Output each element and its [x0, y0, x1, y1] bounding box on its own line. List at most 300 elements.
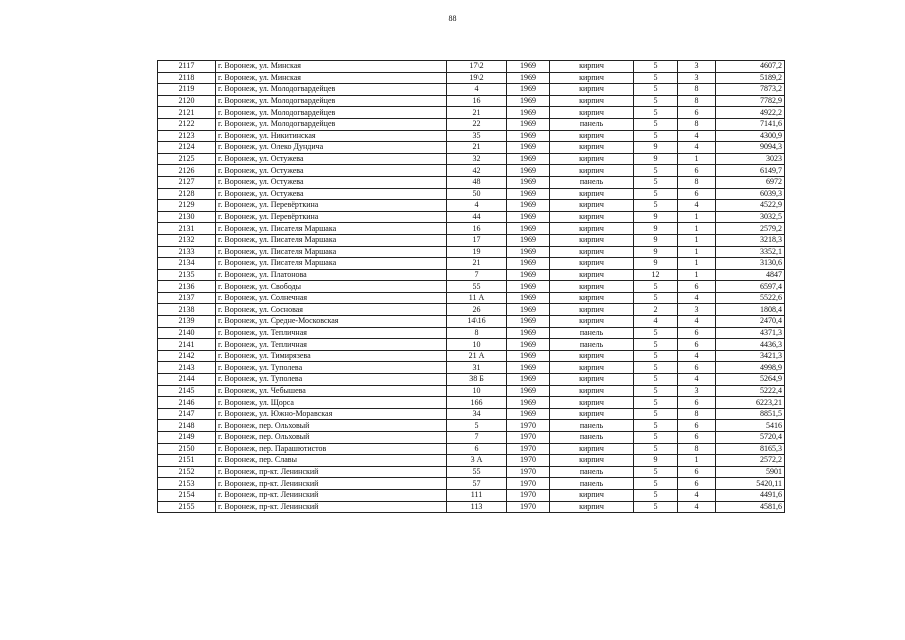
area-cell: 6149,7 — [716, 165, 785, 177]
construction-year-cell: 1969 — [507, 339, 550, 351]
table-row — [158, 153, 785, 165]
entrances-cell: 4 — [678, 316, 716, 328]
table-row — [158, 501, 785, 513]
floors-cell: 5 — [634, 95, 678, 107]
house-number-cell: 44 — [447, 211, 507, 223]
entrances-cell: 6 — [678, 397, 716, 409]
floors-cell: 5 — [634, 478, 678, 490]
house-number-cell: 5 — [447, 420, 507, 432]
floors-cell: 5 — [634, 72, 678, 84]
wall-material-cell: панель — [550, 432, 634, 444]
record-number-cell: 2155 — [158, 501, 216, 513]
construction-year-cell: 1969 — [507, 211, 550, 223]
floors-cell: 9 — [634, 211, 678, 223]
wall-material-cell: кирпич — [550, 316, 634, 328]
table-row — [158, 408, 785, 420]
address-cell: г. Воронеж, ул. Молодогвардейцев — [216, 118, 447, 130]
construction-year-cell: 1969 — [507, 385, 550, 397]
entrances-cell: 3 — [678, 304, 716, 316]
record-number-cell: 2131 — [158, 223, 216, 235]
table-row — [158, 350, 785, 362]
entrances-cell: 4 — [678, 200, 716, 212]
floors-cell: 5 — [634, 339, 678, 351]
table-row — [158, 339, 785, 351]
table-row — [158, 489, 785, 501]
construction-year-cell: 1969 — [507, 130, 550, 142]
floors-cell: 5 — [634, 432, 678, 444]
wall-material-cell: кирпич — [550, 489, 634, 501]
record-number-cell: 2140 — [158, 327, 216, 339]
record-number-cell: 2123 — [158, 130, 216, 142]
house-number-cell: 17\2 — [447, 61, 507, 73]
wall-material-cell: кирпич — [550, 350, 634, 362]
record-number-cell: 2128 — [158, 188, 216, 200]
entrances-cell: 4 — [678, 374, 716, 386]
record-number-cell: 2135 — [158, 269, 216, 281]
floors-cell: 5 — [634, 200, 678, 212]
construction-year-cell: 1969 — [507, 165, 550, 177]
wall-material-cell: кирпич — [550, 72, 634, 84]
wall-material-cell: панель — [550, 466, 634, 478]
construction-year-cell: 1969 — [507, 107, 550, 119]
area-cell: 6597,4 — [716, 281, 785, 293]
record-number-cell: 2154 — [158, 489, 216, 501]
house-number-cell: 48 — [447, 176, 507, 188]
table-row — [158, 84, 785, 96]
wall-material-cell: кирпич — [550, 84, 634, 96]
wall-material-cell: кирпич — [550, 269, 634, 281]
area-cell: 5222,4 — [716, 385, 785, 397]
entrances-cell: 4 — [678, 130, 716, 142]
house-number-cell: 14\16 — [447, 316, 507, 328]
floors-cell: 5 — [634, 281, 678, 293]
address-cell: г. Воронеж, пер. Ольховый — [216, 432, 447, 444]
entrances-cell: 3 — [678, 61, 716, 73]
address-cell: г. Воронеж, ул. Остужева — [216, 188, 447, 200]
entrances-cell: 8 — [678, 408, 716, 420]
address-cell: г. Воронеж, ул. Сосновая — [216, 304, 447, 316]
area-cell: 2572,2 — [716, 455, 785, 467]
entrances-cell: 1 — [678, 223, 716, 235]
entrances-cell: 8 — [678, 443, 716, 455]
record-number-cell: 2134 — [158, 258, 216, 270]
record-number-cell: 2138 — [158, 304, 216, 316]
table-row — [158, 130, 785, 142]
wall-material-cell: кирпич — [550, 397, 634, 409]
address-cell: г. Воронеж, ул. Писателя Маршака — [216, 223, 447, 235]
floors-cell: 5 — [634, 130, 678, 142]
house-number-cell: 10 — [447, 385, 507, 397]
house-number-cell: 21 — [447, 142, 507, 154]
address-cell: г. Воронеж, ул. Южно-Моравская — [216, 408, 447, 420]
table-row — [158, 304, 785, 316]
construction-year-cell: 1970 — [507, 420, 550, 432]
construction-year-cell: 1970 — [507, 455, 550, 467]
wall-material-cell: кирпич — [550, 385, 634, 397]
address-cell: г. Воронеж, ул. Тепличная — [216, 339, 447, 351]
house-number-cell: 19\2 — [447, 72, 507, 84]
construction-year-cell: 1970 — [507, 478, 550, 490]
entrances-cell: 6 — [678, 165, 716, 177]
area-cell: 4436,3 — [716, 339, 785, 351]
entrances-cell: 1 — [678, 258, 716, 270]
construction-year-cell: 1969 — [507, 258, 550, 270]
area-cell: 4847 — [716, 269, 785, 281]
address-cell: г. Воронеж, ул. Средне-Московская — [216, 316, 447, 328]
record-number-cell: 2125 — [158, 153, 216, 165]
construction-year-cell: 1969 — [507, 292, 550, 304]
table-row — [158, 478, 785, 490]
address-cell: г. Воронеж, ул. Перевёрткина — [216, 211, 447, 223]
construction-year-cell: 1969 — [507, 84, 550, 96]
house-number-cell: 7 — [447, 269, 507, 281]
construction-year-cell: 1969 — [507, 223, 550, 235]
area-cell: 3352,1 — [716, 246, 785, 258]
address-cell: г. Воронеж, ул. Писателя Маршака — [216, 234, 447, 246]
address-cell: г. Воронеж, ул. Молодогвардейцев — [216, 107, 447, 119]
floors-cell: 5 — [634, 501, 678, 513]
entrances-cell: 6 — [678, 432, 716, 444]
table-body — [158, 61, 785, 513]
wall-material-cell: кирпич — [550, 61, 634, 73]
wall-material-cell: кирпич — [550, 281, 634, 293]
wall-material-cell: кирпич — [550, 246, 634, 258]
table-row — [158, 292, 785, 304]
record-number-cell: 2143 — [158, 362, 216, 374]
entrances-cell: 4 — [678, 142, 716, 154]
wall-material-cell: панель — [550, 118, 634, 130]
area-cell: 4300,9 — [716, 130, 785, 142]
area-cell: 5416 — [716, 420, 785, 432]
floors-cell: 5 — [634, 327, 678, 339]
area-cell: 7782,9 — [716, 95, 785, 107]
area-cell: 5522,6 — [716, 292, 785, 304]
house-number-cell: 38 Б — [447, 374, 507, 386]
area-cell: 4581,6 — [716, 501, 785, 513]
entrances-cell: 8 — [678, 118, 716, 130]
record-number-cell: 2142 — [158, 350, 216, 362]
address-cell: г. Воронеж, ул. Молодогвардейцев — [216, 84, 447, 96]
construction-year-cell: 1969 — [507, 408, 550, 420]
address-cell: г. Воронеж, ул. Платонова — [216, 269, 447, 281]
floors-cell: 5 — [634, 350, 678, 362]
entrances-cell: 1 — [678, 153, 716, 165]
address-cell: г. Воронеж, ул. Чебышева — [216, 385, 447, 397]
entrances-cell: 4 — [678, 489, 716, 501]
entrances-cell: 6 — [678, 107, 716, 119]
table-row — [158, 432, 785, 444]
wall-material-cell: кирпич — [550, 292, 634, 304]
entrances-cell: 1 — [678, 211, 716, 223]
area-cell: 8851,5 — [716, 408, 785, 420]
entrances-cell: 3 — [678, 385, 716, 397]
floors-cell: 5 — [634, 84, 678, 96]
construction-year-cell: 1970 — [507, 466, 550, 478]
area-cell: 4522,9 — [716, 200, 785, 212]
area-cell: 4922,2 — [716, 107, 785, 119]
floors-cell: 5 — [634, 408, 678, 420]
record-number-cell: 2152 — [158, 466, 216, 478]
wall-material-cell: кирпич — [550, 362, 634, 374]
floors-cell: 5 — [634, 188, 678, 200]
construction-year-cell: 1969 — [507, 142, 550, 154]
table-row — [158, 281, 785, 293]
table-row — [158, 327, 785, 339]
table-row — [158, 95, 785, 107]
record-number-cell: 2141 — [158, 339, 216, 351]
wall-material-cell: кирпич — [550, 130, 634, 142]
construction-year-cell: 1969 — [507, 118, 550, 130]
house-number-cell: 6 — [447, 443, 507, 455]
table-row — [158, 176, 785, 188]
entrances-cell: 4 — [678, 501, 716, 513]
table-row — [158, 61, 785, 73]
floors-cell: 9 — [634, 153, 678, 165]
address-cell: г. Воронеж, ул. Никитинская — [216, 130, 447, 142]
area-cell: 3421,3 — [716, 350, 785, 362]
house-number-cell: 57 — [447, 478, 507, 490]
address-cell: г. Воронеж, ул. Олеко Дундича — [216, 142, 447, 154]
record-number-cell: 2124 — [158, 142, 216, 154]
record-number-cell: 2144 — [158, 374, 216, 386]
house-number-cell: 21 — [447, 258, 507, 270]
house-number-cell: 111 — [447, 489, 507, 501]
floors-cell: 5 — [634, 362, 678, 374]
house-number-cell: 166 — [447, 397, 507, 409]
area-cell: 4998,9 — [716, 362, 785, 374]
wall-material-cell: панель — [550, 327, 634, 339]
table-row — [158, 107, 785, 119]
entrances-cell: 4 — [678, 350, 716, 362]
wall-material-cell: кирпич — [550, 408, 634, 420]
area-cell: 3130,6 — [716, 258, 785, 270]
record-number-cell: 2126 — [158, 165, 216, 177]
area-cell: 7873,2 — [716, 84, 785, 96]
floors-cell: 5 — [634, 118, 678, 130]
house-number-cell: 50 — [447, 188, 507, 200]
wall-material-cell: кирпич — [550, 374, 634, 386]
address-cell: г. Воронеж, ул. Тимирязева — [216, 350, 447, 362]
construction-year-cell: 1970 — [507, 432, 550, 444]
house-number-cell: 16 — [447, 95, 507, 107]
construction-year-cell: 1969 — [507, 362, 550, 374]
record-number-cell: 2139 — [158, 316, 216, 328]
table-row — [158, 385, 785, 397]
floors-cell: 12 — [634, 269, 678, 281]
wall-material-cell: кирпич — [550, 165, 634, 177]
table-row — [158, 234, 785, 246]
wall-material-cell: кирпич — [550, 211, 634, 223]
record-number-cell: 2129 — [158, 200, 216, 212]
record-number-cell: 2120 — [158, 95, 216, 107]
floors-cell: 9 — [634, 142, 678, 154]
address-cell: г. Воронеж, ул. Минская — [216, 72, 447, 84]
address-cell: г. Воронеж, пер. Славы — [216, 455, 447, 467]
construction-year-cell: 1969 — [507, 316, 550, 328]
area-cell: 6039,3 — [716, 188, 785, 200]
construction-year-cell: 1969 — [507, 397, 550, 409]
entrances-cell: 1 — [678, 234, 716, 246]
record-number-cell: 2130 — [158, 211, 216, 223]
address-cell: г. Воронеж, пр-кт. Ленинский — [216, 478, 447, 490]
wall-material-cell: кирпич — [550, 200, 634, 212]
table-row — [158, 223, 785, 235]
wall-material-cell: кирпич — [550, 223, 634, 235]
wall-material-cell: панель — [550, 176, 634, 188]
record-number-cell: 2137 — [158, 292, 216, 304]
address-cell: г. Воронеж, ул. Писателя Маршака — [216, 246, 447, 258]
construction-year-cell: 1969 — [507, 72, 550, 84]
floors-cell: 9 — [634, 234, 678, 246]
floors-cell: 9 — [634, 223, 678, 235]
house-number-cell: 19 — [447, 246, 507, 258]
house-number-cell: 22 — [447, 118, 507, 130]
table-row — [158, 269, 785, 281]
house-number-cell: 4 — [447, 200, 507, 212]
floors-cell: 2 — [634, 304, 678, 316]
wall-material-cell: кирпич — [550, 501, 634, 513]
construction-year-cell: 1969 — [507, 304, 550, 316]
record-number-cell: 2133 — [158, 246, 216, 258]
building-registry-table — [157, 60, 785, 513]
area-cell: 5189,2 — [716, 72, 785, 84]
wall-material-cell: панель — [550, 478, 634, 490]
address-cell: г. Воронеж, ул. Остужева — [216, 165, 447, 177]
address-cell: г. Воронеж, ул. Солнечная — [216, 292, 447, 304]
floors-cell: 5 — [634, 466, 678, 478]
record-number-cell: 2136 — [158, 281, 216, 293]
address-cell: г. Воронеж, ул. Тепличная — [216, 327, 447, 339]
table-row — [158, 420, 785, 432]
table-row — [158, 397, 785, 409]
house-number-cell: 11 А — [447, 292, 507, 304]
construction-year-cell: 1969 — [507, 281, 550, 293]
address-cell: г. Воронеж, ул. Остужева — [216, 153, 447, 165]
floors-cell: 5 — [634, 385, 678, 397]
house-number-cell: 3 А — [447, 455, 507, 467]
table-row — [158, 374, 785, 386]
entrances-cell: 1 — [678, 246, 716, 258]
area-cell: 5720,4 — [716, 432, 785, 444]
floors-cell: 9 — [634, 246, 678, 258]
record-number-cell: 2119 — [158, 84, 216, 96]
address-cell: г. Воронеж, пер. Ольховый — [216, 420, 447, 432]
address-cell: г. Воронеж, ул. Щорса — [216, 397, 447, 409]
construction-year-cell: 1969 — [507, 200, 550, 212]
record-number-cell: 2145 — [158, 385, 216, 397]
record-number-cell: 2122 — [158, 118, 216, 130]
construction-year-cell: 1970 — [507, 443, 550, 455]
house-number-cell: 4 — [447, 84, 507, 96]
address-cell: г. Воронеж, ул. Молодогвардейцев — [216, 95, 447, 107]
address-cell: г. Воронеж, пр-кт. Ленинский — [216, 466, 447, 478]
wall-material-cell: кирпич — [550, 455, 634, 467]
construction-year-cell: 1969 — [507, 234, 550, 246]
construction-year-cell: 1969 — [507, 374, 550, 386]
house-number-cell: 55 — [447, 281, 507, 293]
wall-material-cell: панель — [550, 339, 634, 351]
area-cell: 6972 — [716, 176, 785, 188]
table-row — [158, 455, 785, 467]
floors-cell: 5 — [634, 61, 678, 73]
area-cell: 3023 — [716, 153, 785, 165]
wall-material-cell: кирпич — [550, 107, 634, 119]
entrances-cell: 8 — [678, 95, 716, 107]
entrances-cell: 6 — [678, 466, 716, 478]
record-number-cell: 2121 — [158, 107, 216, 119]
floors-cell: 9 — [634, 258, 678, 270]
entrances-cell: 6 — [678, 188, 716, 200]
construction-year-cell: 1969 — [507, 350, 550, 362]
entrances-cell: 1 — [678, 455, 716, 467]
record-number-cell: 2149 — [158, 432, 216, 444]
house-number-cell: 10 — [447, 339, 507, 351]
wall-material-cell: кирпич — [550, 258, 634, 270]
record-number-cell: 2117 — [158, 61, 216, 73]
table-row — [158, 362, 785, 374]
area-cell: 5901 — [716, 466, 785, 478]
record-number-cell: 2146 — [158, 397, 216, 409]
area-cell: 5420,11 — [716, 478, 785, 490]
entrances-cell: 6 — [678, 327, 716, 339]
floors-cell: 5 — [634, 374, 678, 386]
house-number-cell: 32 — [447, 153, 507, 165]
floors-cell: 9 — [634, 455, 678, 467]
table-row — [158, 165, 785, 177]
area-cell: 2579,2 — [716, 223, 785, 235]
house-number-cell: 34 — [447, 408, 507, 420]
table-row — [158, 142, 785, 154]
entrances-cell: 1 — [678, 269, 716, 281]
house-number-cell: 7 — [447, 432, 507, 444]
area-cell: 4491,6 — [716, 489, 785, 501]
area-cell: 8165,3 — [716, 443, 785, 455]
address-cell: г. Воронеж, пер. Парашютистов — [216, 443, 447, 455]
entrances-cell: 8 — [678, 84, 716, 96]
record-number-cell: 2132 — [158, 234, 216, 246]
record-number-cell: 2147 — [158, 408, 216, 420]
record-number-cell: 2151 — [158, 455, 216, 467]
address-cell: г. Воронеж, ул. Минская — [216, 61, 447, 73]
construction-year-cell: 1969 — [507, 327, 550, 339]
construction-year-cell: 1970 — [507, 489, 550, 501]
area-cell: 1808,4 — [716, 304, 785, 316]
floors-cell: 4 — [634, 316, 678, 328]
entrances-cell: 8 — [678, 176, 716, 188]
record-number-cell: 2153 — [158, 478, 216, 490]
address-cell: г. Воронеж, ул. Свободы — [216, 281, 447, 293]
address-cell: г. Воронеж, пр-кт. Ленинский — [216, 489, 447, 501]
entrances-cell: 4 — [678, 292, 716, 304]
table-row — [158, 72, 785, 84]
record-number-cell: 2150 — [158, 443, 216, 455]
address-cell: г. Воронеж, ул. Туполева — [216, 362, 447, 374]
construction-year-cell: 1969 — [507, 95, 550, 107]
floors-cell: 5 — [634, 397, 678, 409]
house-number-cell: 21 — [447, 107, 507, 119]
wall-material-cell: кирпич — [550, 443, 634, 455]
area-cell: 3218,3 — [716, 234, 785, 246]
house-number-cell: 35 — [447, 130, 507, 142]
area-cell: 4371,3 — [716, 327, 785, 339]
floors-cell: 5 — [634, 107, 678, 119]
entrances-cell: 3 — [678, 72, 716, 84]
entrances-cell: 6 — [678, 478, 716, 490]
wall-material-cell: кирпич — [550, 188, 634, 200]
address-cell: г. Воронеж, ул. Перевёрткина — [216, 200, 447, 212]
house-number-cell: 16 — [447, 223, 507, 235]
construction-year-cell: 1969 — [507, 188, 550, 200]
